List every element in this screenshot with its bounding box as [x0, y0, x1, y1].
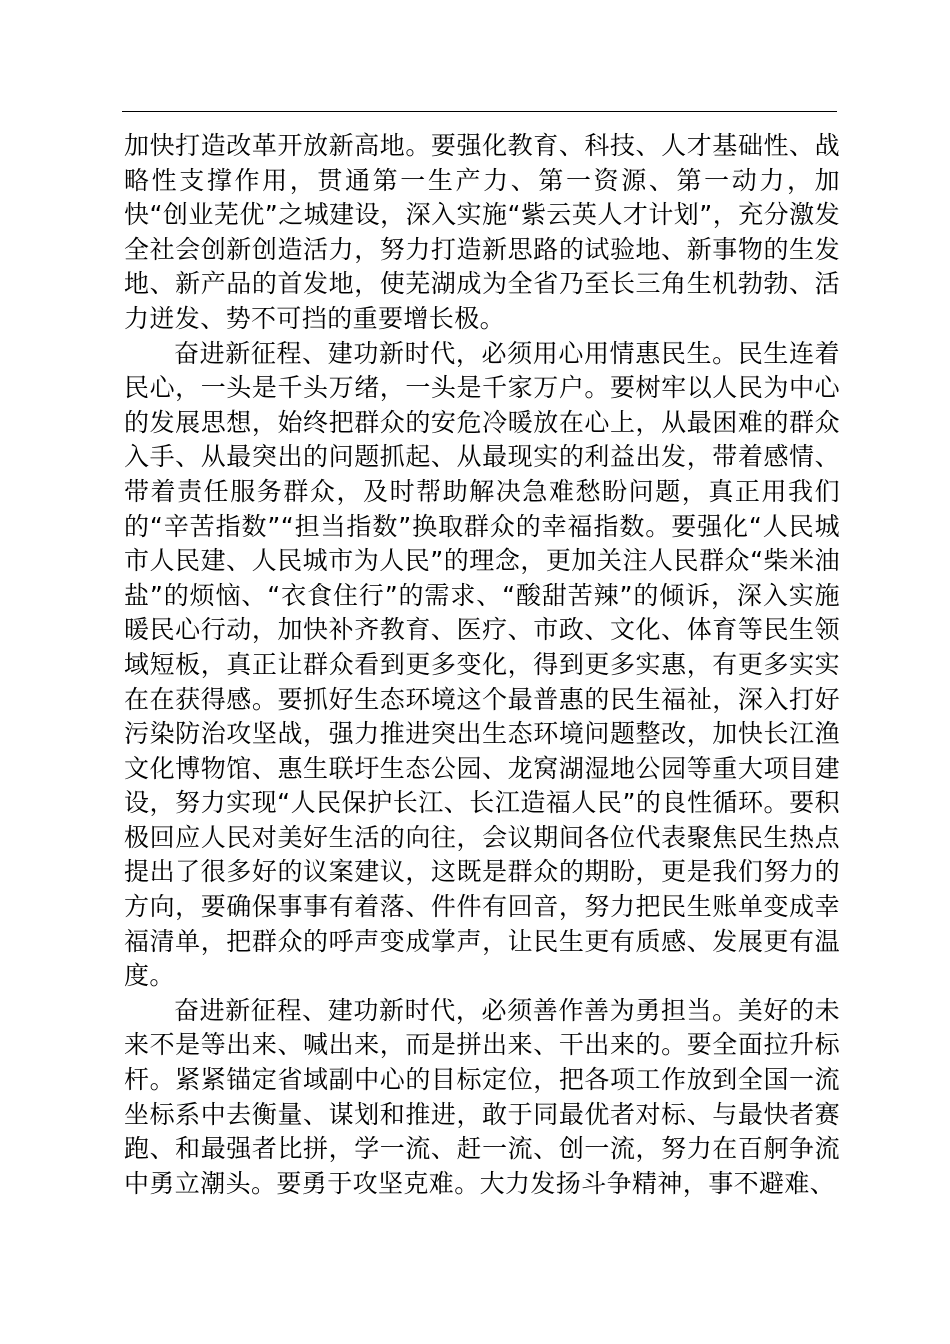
paragraph-2: 奋进新征程、建功新时代，必须用心用情惠民生。民生连着民心，一头是千头万绪，一头是千家万户。要树牢以人民为中心的发展思想，始终把群众的安危冷暖放在心上，从最困难的群众入手、从最突出的问题抓起、从最现实的利益出发，带着感情、带着责任服务群众，及时帮助解决急难愁盼问题，真正用我们的“辛苦指数”“担当指数”换取群众的幸福指数。要强化“人民城市人民建、人民城市为人民”的理念，更加关注人民群众“柴米油盐”的烦恼、“衣食住行”的需求、“酸甜苦辣”的倾诉，深入实施暖民心行动，加快补齐教育、医疗、市政、文化、体育等民生领域短板，真正让群众看到更多变化，得到更多实惠，有更多实实在在获得感。要抓好生态环境这个最普惠的民生福祉，深入打好污染防治攻坚战，强力推进突出生态环境问题整改，加快长江渔文化博物馆、惠生联圩生态公园、龙窝湖湿地公园等重大项目建设，努力实现“人民保护长江、长江造福人民”的良性循环。要积极回应人民对美好生活的向往，会议期间各位代表聚焦民生热点提出了很多好的议案建议，这既是群众的期盼，更是我们努力的方向，要确保事事有着落、件件有回音，努力把民生账单变成幸福清单，把群众的呼声变成掌声，让民生更有质感、发展更有温度。	[124, 338, 840, 991]
header-divider	[122, 111, 837, 112]
paragraph-1: 加快打造改革开放新高地。要强化教育、科技、人才基础性、战略性支撑作用，贯通第一生产力、第一资源、第一动力，加快“创业芜优”之城建设，深入实施“紫云英人才计划”，充分激发全社会创新创造活力，努力打造新思路的试验地、新事物的生发地、新产品的首发地，使芜湖成为全省乃至长三角生机勃勃、活力迸发、势不可挡的重要增长极。	[124, 131, 840, 333]
document-body	[124, 129, 840, 1201]
paragraph-3: 奋进新征程、建功新时代，必须善作善为勇担当。美好的未来不是等出来、喊出来，而是拼出来、干出来的。要全面拉升标杆。紧紧锚定省域副中心的目标定位，把各项工作放到全国一流坐标系中去衡量、谋划和推进，敢于同最优者对标、与最快者赛跑、和最强者比拼，学一流、赶一流、创一流，努力在百舸争流中勇立潮头。要勇于攻坚克难。大力发扬斗争精神，事不避难、	[124, 995, 840, 1198]
